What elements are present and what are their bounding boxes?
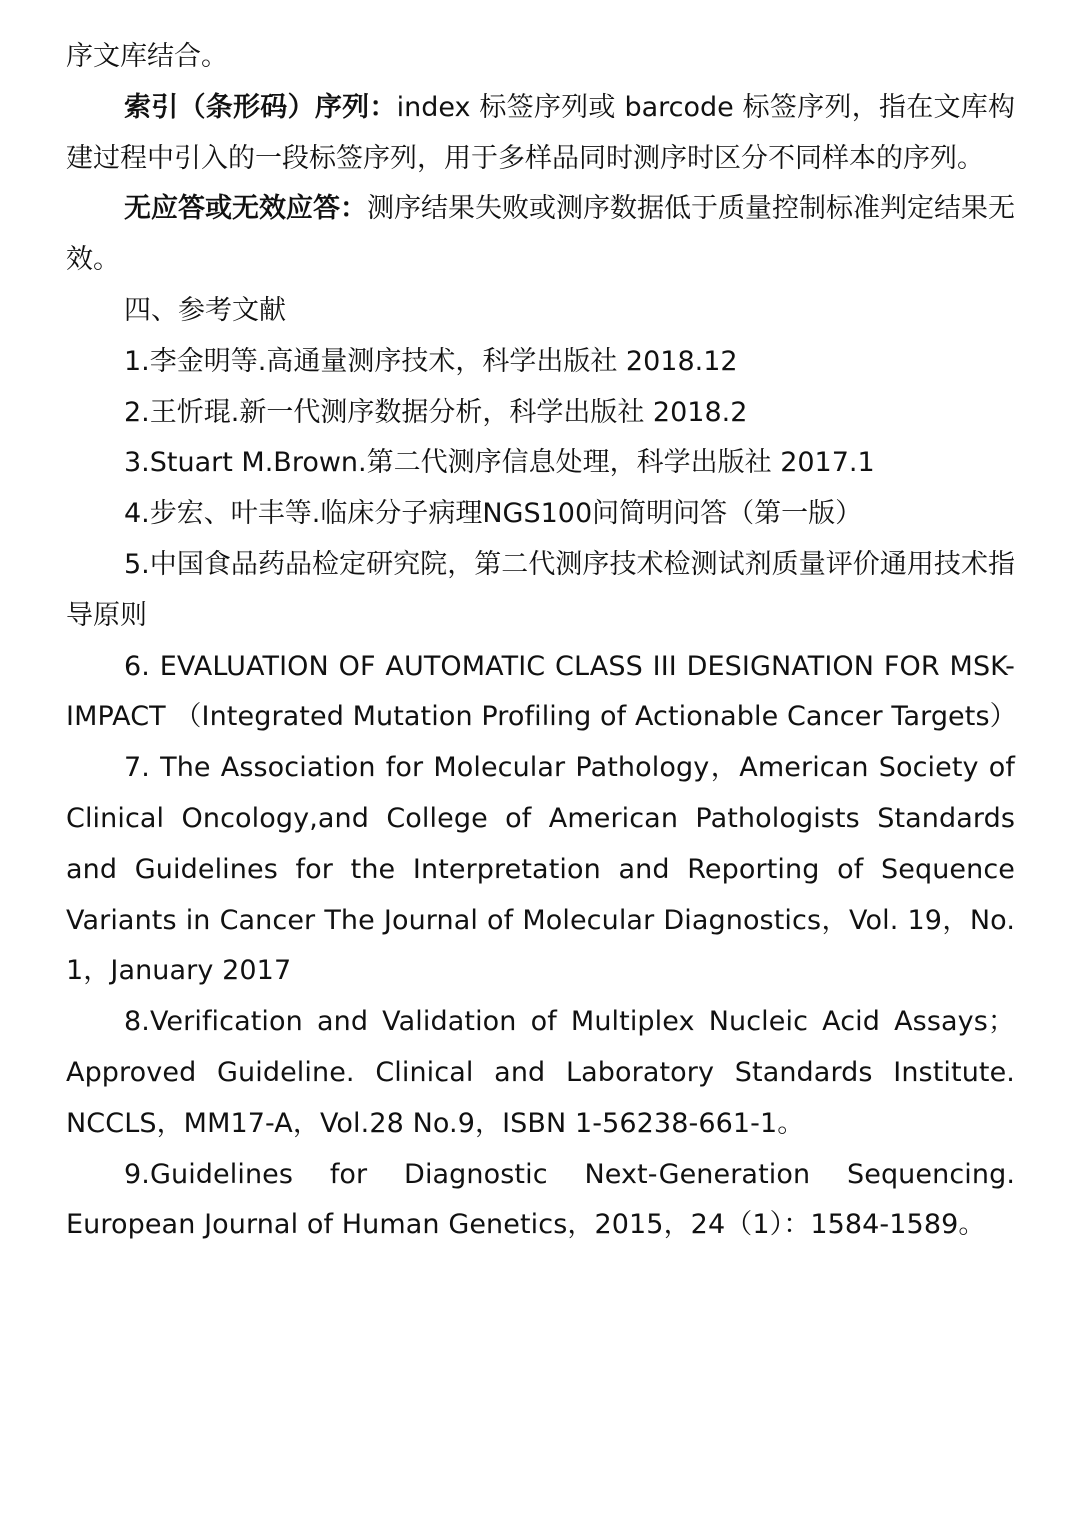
continuation-paragraph: 序文库结合。	[66, 41, 228, 72]
definition-text: index 标签序列或 barcode 标签序列，指在文库构建过程中引入的一段标签序列，用于多样品同时测序时区分不同样本的序列。	[66, 91, 1016, 174]
definition-text: 测序结果失败或测序数据低于质量控制标准判定结果无效。	[66, 193, 1015, 276]
reference-item: 9.Guidelines for Diagnostic Next-Generation Sequencing. European Journal of Human Genetics，2015，24（1）：1584-1589。	[66, 1158, 1015, 1241]
reference-item: 4.步宏、叶丰等.临床分子病理NGS100问简明问答（第一版）	[124, 498, 863, 530]
definition-index-sequence	[66, 83, 1015, 185]
definition-term: 无应答或无效应答：	[124, 193, 367, 225]
reference-item: 3.Stuart M.Brown.第二代测序信息处理，科学出版社 2017.1	[124, 447, 875, 479]
references-heading: 四、参考文献	[124, 294, 286, 326]
text-column	[66, 32, 1015, 1251]
reference-item: 6. EVALUATION OF AUTOMATIC CLASS III DESIGNATION FOR MSK-IMPACT （Integrated Mutation Profiling of Actionable Cancer Targets）	[66, 650, 1017, 733]
reference-item: 8.Verification and Validation of Multiplex Nucleic Acid Assays；Approved Guideline. Clinical and Laboratory Standards Institute. NCCLS，MM17-A，Vol.28 No.9，ISBN 1-56238-661-1。	[66, 1006, 1015, 1139]
reference-item: 7. The Association for Molecular Pathology，American Society of Clinical Oncology,and College of American Pathologists Standards and Guidelines for the Interpretation and Reporting of Sequence Variants in Cancer The Journal of Molecular Diagnostics，Vol. 19，No. 1，January 2017	[66, 752, 1015, 987]
definition-no-response	[66, 184, 1015, 286]
reference-item: 2.王忻琨.新一代测序数据分析，科学出版社 2018.2	[124, 396, 748, 428]
reference-item: 1.李金明等.高通量测序技术，科学出版社 2018.12	[124, 345, 738, 377]
reference-item: 5.中国食品药品检定研究院，第二代测序技术检测试剂质量评价通用技术指导原则	[66, 548, 1015, 631]
definition-term: 索引（条形码）序列：	[124, 91, 397, 123]
